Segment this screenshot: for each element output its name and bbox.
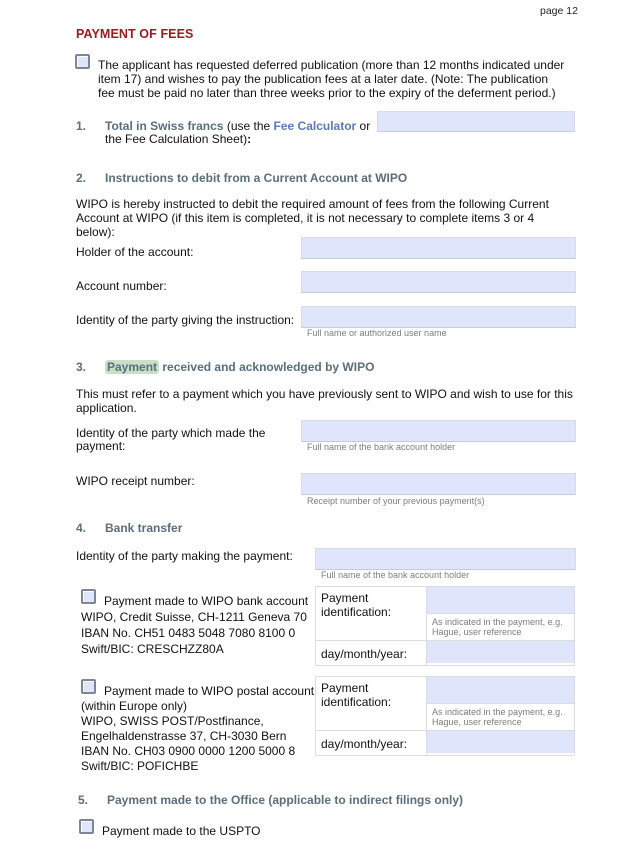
- instruction-party-input[interactable]: [301, 306, 576, 328]
- postal-name-line: WIPO, SWISS POST/Postfinance,: [81, 714, 295, 729]
- section-2-title: Instructions to debit from a Current Account at WIPO: [105, 171, 407, 185]
- colon: :: [247, 132, 251, 146]
- postal-region-line: (within Europe only): [81, 699, 295, 714]
- uspto-payment-label: Payment made to the USPTO: [102, 824, 261, 838]
- section-5-heading: [78, 793, 463, 807]
- bank-name-line: WIPO, Credit Suisse, CH-1211 Geneva 70: [81, 609, 307, 625]
- receipt-number-hint: Receipt number of your previous payment(s): [307, 496, 485, 506]
- fee-calculation-sheet-text: the Fee Calculation Sheet): [105, 132, 247, 146]
- postal-swift-line: Swift/BIC: POFICHBE: [81, 759, 295, 774]
- payer-identity-label: Identity of the party making the payment:: [76, 549, 293, 563]
- page-title: PAYMENT OF FEES: [76, 27, 194, 41]
- section-2-heading: [76, 171, 407, 185]
- bank-iban-line: IBAN No. CH51 0483 5048 7080 8100 0: [81, 625, 307, 641]
- date-cell: [427, 731, 575, 756]
- postal-address-line: Engelhaldenstrasse 37, CH-3030 Bern: [81, 729, 295, 744]
- date-cell: [427, 641, 575, 666]
- bank-payment-id-hint: As indicated in the payment, e.g. Hague, user reference: [427, 614, 574, 640]
- payment-party-input[interactable]: [301, 420, 576, 442]
- section-3-title-highlight: Payment: [105, 360, 159, 374]
- section-4-title: Bank transfer: [105, 521, 182, 535]
- payment-party-hint: Full name of the bank account holder: [307, 442, 455, 452]
- wipo-bank-account-label: Payment made to WIPO bank account: [104, 593, 308, 609]
- section-1-line2: [105, 132, 251, 146]
- account-holder-label: Holder of the account:: [76, 245, 193, 259]
- postal-payment-id-input[interactable]: [427, 677, 574, 704]
- section-1-pre-link: (use the: [223, 119, 273, 133]
- section-3-title: received and acknowledged by WIPO: [159, 360, 374, 374]
- account-number-label: Account number:: [76, 279, 167, 293]
- section-2-number: 2.: [76, 171, 105, 185]
- receipt-number-label: WIPO receipt number:: [76, 474, 195, 488]
- wipo-bank-account-checkbox[interactable]: [81, 589, 96, 604]
- payment-party-label: Identity of the party which made the payment:: [76, 427, 276, 453]
- deferred-publication-text: The applicant has requested deferred publication (more than 12 months indicated under item 17) and wishes to pay the publication fees at a later date. (Note: The publication fee must be paid no later than three weeks prior to the expiry of the deferment period.): [98, 58, 568, 100]
- fee-calculator-link[interactable]: Fee Calculator: [274, 119, 357, 133]
- payment-id-label: Payment identification:: [316, 587, 427, 641]
- postal-date-input[interactable]: [427, 731, 574, 753]
- payer-identity-input[interactable]: [315, 548, 576, 570]
- date-label: day/month/year:: [316, 731, 427, 756]
- wipo-postal-details: [81, 699, 295, 774]
- section-5-title: Payment made to the Office (applicable to indirect filings only): [107, 793, 463, 807]
- section-3-number: 3.: [76, 360, 105, 374]
- section-1-heading: [76, 119, 370, 133]
- deferred-publication-checkbox[interactable]: [75, 54, 90, 69]
- instruction-party-label: Identity of the party giving the instruction:: [76, 313, 294, 327]
- postal-iban-line: IBAN No. CH03 0900 0000 1200 5000 8: [81, 744, 295, 759]
- bank-swift-line: Swift/BIC: CRESCHZZ80A: [81, 641, 307, 657]
- bank-payment-id-input[interactable]: [427, 587, 574, 614]
- bank-payment-table: [315, 586, 575, 666]
- total-swiss-francs-input[interactable]: [377, 111, 575, 132]
- account-number-input[interactable]: [301, 271, 576, 293]
- wipo-postal-account-checkbox[interactable]: [81, 679, 96, 694]
- receipt-number-input[interactable]: [301, 473, 576, 495]
- date-label: day/month/year:: [316, 641, 427, 666]
- payment-id-label: Payment identification:: [316, 677, 427, 731]
- wipo-bank-details: [81, 609, 307, 657]
- section-2-description: WIPO is hereby instructed to debit the required amount of fees from the following Current Account at WIPO (if this item is completed, it is not necessary to complete items 3 or 4 below):: [76, 197, 576, 239]
- account-holder-input[interactable]: [301, 237, 576, 259]
- uspto-payment-checkbox[interactable]: [79, 819, 94, 834]
- section-4-number: 4.: [76, 521, 105, 535]
- postal-payment-table: [315, 676, 575, 756]
- payer-identity-hint: Full name of the bank account holder: [321, 570, 469, 580]
- page-number: page 12: [540, 5, 578, 17]
- wipo-postal-account-label: Payment made to WIPO postal account: [104, 683, 314, 699]
- section-3-heading: [76, 360, 374, 374]
- section-3-description: This must refer to a payment which you have previously sent to WIPO and wish to use for this application.: [76, 387, 581, 415]
- section-1-title: Total in Swiss francs: [105, 119, 223, 133]
- payment-id-cell: [427, 587, 575, 641]
- section-5-number: 5.: [78, 793, 107, 807]
- instruction-party-hint: Full name or authorized user name: [307, 328, 447, 338]
- section-1-post-link: or: [356, 119, 370, 133]
- bank-date-input[interactable]: [427, 641, 574, 663]
- postal-payment-id-hint: As indicated in the payment, e.g. Hague, user reference: [427, 704, 574, 730]
- section-4-heading: [76, 521, 182, 535]
- payment-id-cell: [427, 677, 575, 731]
- section-1-number: 1.: [76, 119, 105, 133]
